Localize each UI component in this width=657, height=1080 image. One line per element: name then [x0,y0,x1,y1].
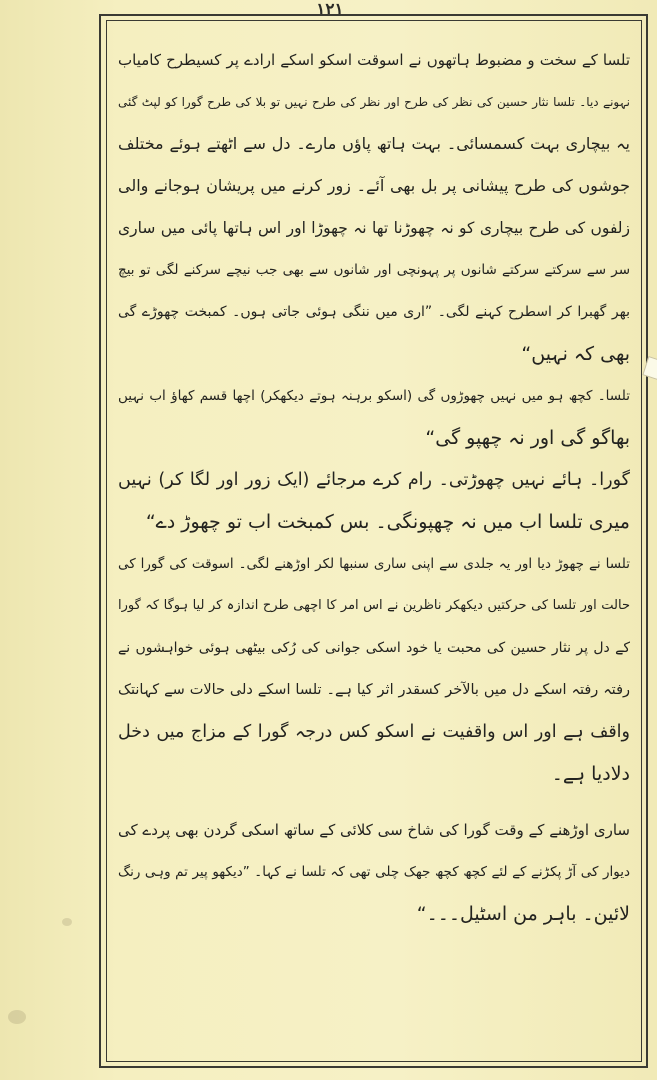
dialogue-line-gora: گورا۔ ہائے نہیں چھوڑتی۔ رام کرے مرجائے (ایک زور اور لگا کر) نہیں [118,470,630,490]
text-line: واقف ہے اور اس واقفیت نے اسکو کس درجہ گورا کے مزاج میں دخل [118,722,630,742]
text-line: حالت اور تلسا کی حرکتیں دیکھکر ناظرین نے اس امر کا اچھی طرح اندازہ کر لیا ہوگا کہ گورا [118,598,630,613]
text-line: کے دل پر نثار حسین کی محبت یا خود اسکی جوانی کی رُکی بیٹھی ہوئی خواہشوں نے [118,640,630,656]
text-line: زلفوں کی طرح بیچاری کو نہ چھوڑنا تھا نہ چھوڑا اور اس ہاتھا پائی میں ساری [118,219,630,237]
text-line: دلادیا ہے۔ [551,763,630,785]
page-number: ۱۲۱ [316,0,344,20]
paper-stain [8,1010,26,1024]
dialogue-line-tulsa: تلسا۔ کچھ ہو میں نہیں چھوڑوں گی (اسکو برہنہ ہوتے دیکھکر) اچھا قسم کھاؤ اب نہیں [118,388,630,404]
text-line: بھر گھبرا کر اسطرح کہنے لگی۔ ”اری میں ننگی ہوئی جاتی ہوں۔ کمبخت چھوڑے گی [118,304,630,320]
text-line: نہونے دیا۔ تلسا نثار حسین کی نظر کی طرح اور نظر کی طرح نہیں تو بلا کی طرح گورا کو لپٹ گئی [118,95,630,109]
text-line: جوشوں کی طرح پیشانی پر بل بھی آئے۔ زور کرنے میں پریشان ہوجانے والی [118,176,630,195]
text-line: رفتہ رفتہ اسکے دل میں بالآخر کسقدر اثر کیا ہے۔ تلسا اسکے دلی حالات سے کہانتک [118,682,630,698]
text-line: سر سے سرکتے سرکتے شانوں پر پہونچی اور شانوں سے بھی جب نیچے سرکنے لگی تو بیچ [118,262,630,278]
text-line: میری تلسا اب میں نہ چھپونگی۔ بس کمبخت اب تو چھوڑ دے“ [145,511,630,533]
text-line: بھی کہ نہیں“ [521,343,630,365]
text-line: تلسا کے سخت و مضبوط ہاتھوں نے اسوقت اسکو اسکے ارادے پر کسیطرح کامیاب [118,51,630,69]
urdu-text-block [118,40,630,1050]
paper-stain [62,918,72,926]
text-line: ساری اوڑھنے کے وقت گورا کی شاخ سی کلائی کے ساتھ اسکی گردن بھی پردے کی [118,821,630,839]
text-line: لائین۔ باہر من اسٹیل۔۔۔“ [416,903,630,925]
text-line: بھاگو گی اور نہ چھپو گی“ [425,427,630,449]
text-line: یہ بیچاری بہت کسمسائی۔ بہت ہاتھ پاؤں مارے۔ دل سے اٹھتے ہوئے مختلف [118,134,630,153]
text-line: دیوار کی آڑ پکڑنے کے لئے کچھ کچھ جھک چلی تھی کہ تلسا نے کہا۔ ”دیکھو پیر تم وہی رنگ [118,864,630,880]
text-line: تلسا نے چھوڑ دیا اور یہ جلدی سے اپنی ساری سنبھا لکر اوڑھنے لگی۔ اسوقت کی گورا کی [118,556,630,572]
